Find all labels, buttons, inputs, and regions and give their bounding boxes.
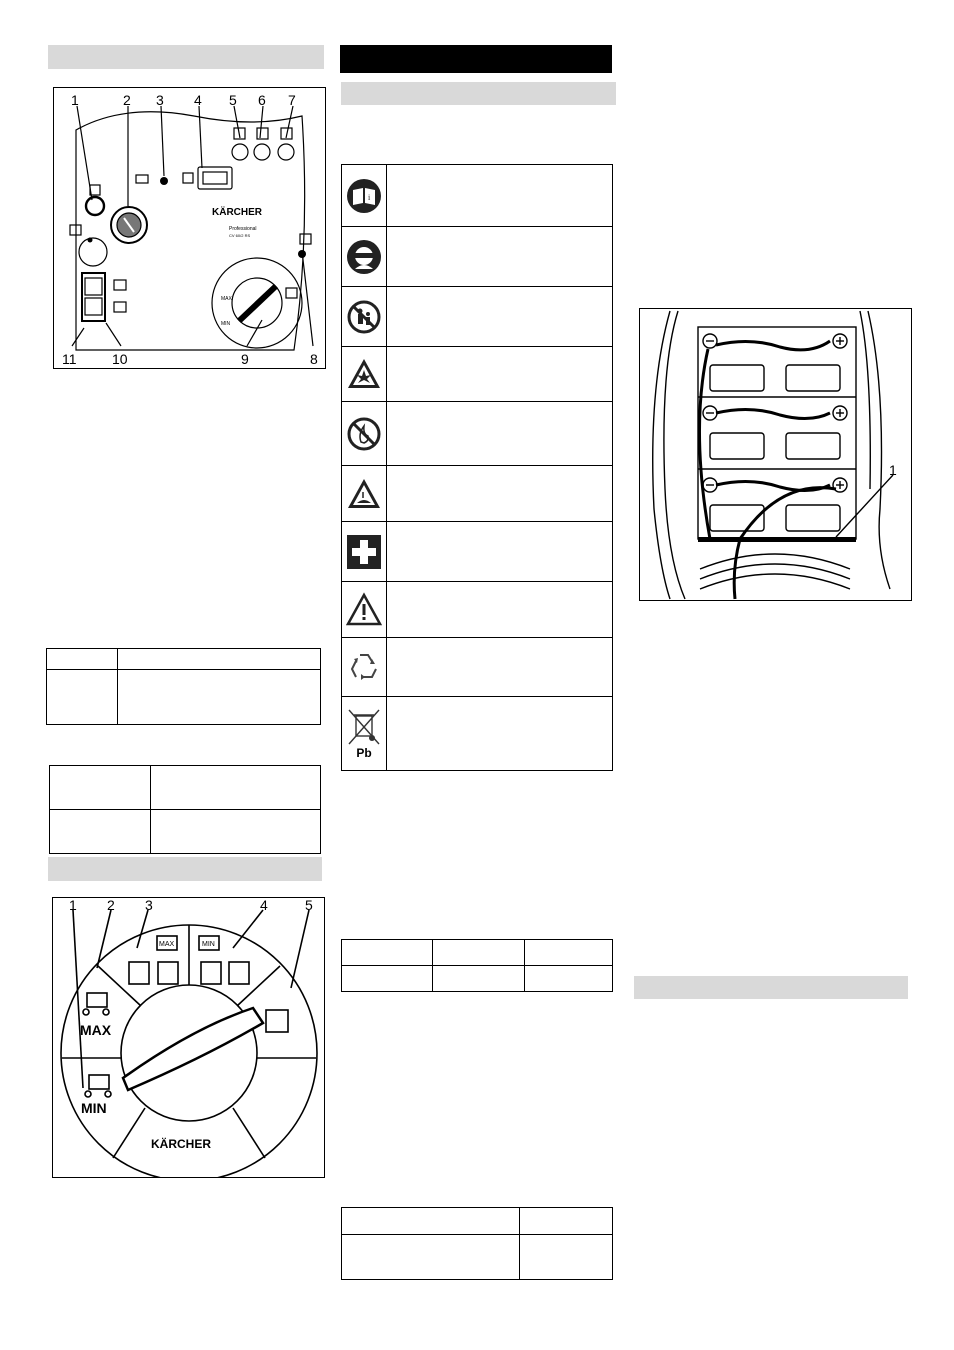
battery-compartment-figure: [639, 308, 912, 601]
symbol-row: [341, 522, 613, 582]
battery-compartment-drawing: [640, 309, 911, 600]
callout-4: 4: [194, 92, 202, 108]
symbol-row: [341, 347, 613, 402]
subsection-header-bar: [341, 82, 616, 105]
panel-brand: KÄRCHER: [212, 207, 262, 218]
callout-10: 10: [112, 351, 128, 367]
callout-6: 6: [258, 92, 266, 108]
acid-warning-icon: [346, 476, 382, 512]
left-table-2: [49, 765, 321, 854]
program-selector-figure: [52, 897, 325, 1178]
panel-model-1: Professional: [229, 226, 257, 232]
symbol-row: [341, 466, 613, 522]
selector-seg4-label: MIN: [202, 941, 215, 948]
selector-callout-5: 5: [305, 898, 313, 913]
symbol-row: [341, 227, 613, 287]
first-aid-icon: [346, 534, 382, 570]
manual-info-icon: [346, 178, 382, 214]
symbol-row: [341, 287, 613, 347]
symbol-row: [341, 638, 613, 697]
symbol-row: [341, 164, 613, 227]
no-fire-icon: [346, 416, 382, 452]
symbol-row: [341, 582, 613, 638]
section-header-bar: [48, 45, 324, 69]
svg-text:i: i: [368, 192, 371, 202]
callout-1: 1: [71, 92, 79, 108]
callout-3: 3: [156, 92, 164, 108]
recycling-icon: [346, 649, 382, 685]
callout-7: 7: [288, 92, 296, 108]
callout-11: 11: [62, 351, 77, 367]
warning-icon: [346, 592, 382, 628]
dial-min-label: MIN: [221, 321, 231, 327]
section-header-bar-2: [48, 857, 322, 881]
selector-min-label: MIN: [81, 1100, 107, 1116]
chapter-title-bar: [340, 45, 612, 73]
selector-brand: KÄRCHER: [151, 1137, 211, 1151]
keep-children-away-icon: [346, 299, 382, 335]
left-table-1: [46, 648, 321, 725]
callout-5: 5: [229, 92, 237, 108]
control-panel-figure: [53, 87, 326, 369]
selector-callout-4: 4: [260, 898, 268, 913]
selector-callout-2: 2: [107, 898, 115, 913]
battery-callout-1: 1: [889, 462, 897, 478]
program-selector-drawing: [53, 898, 324, 1177]
middle-table-1: [341, 939, 613, 992]
pb-label: Pb: [356, 745, 372, 760]
control-panel-drawing: [54, 88, 325, 368]
panel-model-2: CV 60/2 RS: [229, 233, 251, 238]
selector-callout-1: 1: [69, 898, 77, 913]
callout-2: 2: [123, 92, 131, 108]
middle-table-2: [341, 1207, 613, 1280]
symbol-row: [341, 402, 613, 466]
eye-protection-icon: [346, 239, 382, 275]
crossed-bin-pb-icon: [347, 708, 381, 748]
symbol-row: [341, 697, 613, 771]
selector-seg3-label: MAX: [159, 941, 175, 948]
explosion-warning-icon: [346, 356, 382, 392]
right-section-header-bar: [634, 976, 908, 999]
callout-9: 9: [241, 351, 249, 367]
selector-callout-3: 3: [145, 898, 153, 913]
dial-max-label: MAX: [221, 296, 232, 302]
selector-max-label: MAX: [80, 1022, 112, 1038]
callout-8: 8: [310, 351, 318, 367]
